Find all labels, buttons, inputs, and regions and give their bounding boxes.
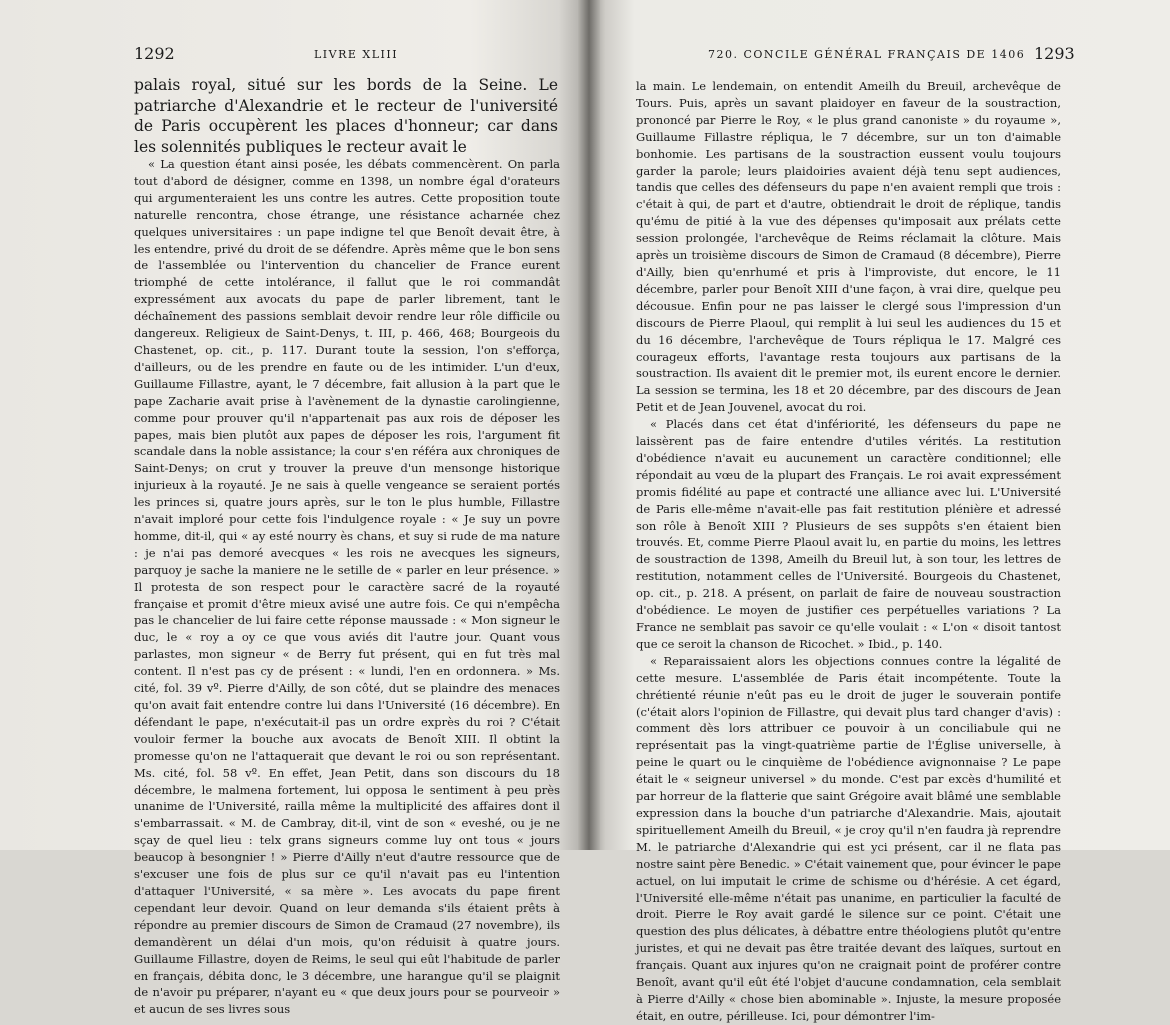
right-paragraph: « Reparaissaient alors les objections connues contre la légalité de cette mesure. L'assemblée de Paris était incompétente. Toute la chrétienté réunie n'eût pas eu le droit de juger le souverain pontife (c'était alors l'opinion de Fillastre, qui devait plus tard changer d'avis) : comment dès lors attribuer ce pouvoir à un conciliabule qui ne représentait pas la vingt-quatrième partie de l'Église universelle, à peine le quart ou le cinquième de l'obédience avignonnaise ? Le pape était le « seigneur universel » du monde. C'est par excès d'humilité et par horreur de la flatterie que saint Grégoire avait blâmé une semblable expression dans la bouche d'un patriarche d'Alexandrie. Mais, ajoutait spirituellement Ameilh du Breuil, « je croy qu'il n'en faudra jà reprendre M. le patriarche d'Alexandrie qui est yci présent, car il ne flata pas nostre saint père Benedic. » C'était vainement que, pour évincer le pape actuel, on lui imputait le crime de schisme ou d'hérésie. A cet égard, l'Université elle-même n'était pas unanime, en particulier la faculté de droit. Pierre le Roy avait gardé le silence sur ce point. C'était une question des plus délicates, à débattre entre théologiens plutôt qu'entre juristes, et qui ne devait pas être traitée devant des laïques, surtout en français. Quant aux injures qu'on ne craignait point de proférer contre Benoît, avant qu'il eût été l'objet d'aucune condamnation, cela semblait à Pierre d'Ailly « chose bien abominable ». Injuste, la mesure proposée était, en outre, périlleuse. Ici, pour démontrer l'im- (636, 653, 1061, 1023)
book-gutter (578, 0, 600, 850)
right-paragraph: « Placés dans cet état d'infériorité, les défenseurs du pape ne laissèrent pas de faire entendre d'utiles vérités. La restitution d'obédience n'avait eu aucunement un caractère conditionnel; elle répondait au vœu de la plupart des Français. Le roi avait expressément promis fidélité au pape et contracté une alliance avec lui. L'Université de Paris elle-même n'avait-elle pas fait restitution plénière et adressé son rôle à Benoît XIII ? Plusieurs de ses suppôts s'en étaient bien trouvés. Et, comme Pierre Plaoul avait lu, en partie du moins, les lettres de soustraction de 1398, Ameilh du Breuil lut, à son tour, les lettres de restitution, notamment celles de l'Université. Bourgeois du Chastenet, op. cit., p. 218. A présent, on parlait de faire de nouveau soustraction d'obédience. Le moyen de justifier ces perpétuelles variations ? La France ne semblait pas savoir ce qu'elle voulait : « L'on « disoit tantost que ce seroit la chanson de Ricochet. » Ibid., p. 140. (636, 417, 1061, 651)
left-running-head: LIVRE XLIII (314, 48, 399, 61)
left-intro-text: palais royal, situé sur les bords de la Seine. Le patriarche d'Alexandrie et le recteur de l'université de Paris occupèrent les places d'honneur; car dans les solennités publiques le recteur avait le (134, 76, 558, 156)
right-running-head: 720. CONCILE GÉNÉRAL FRANÇAIS DE 1406 (708, 48, 1026, 61)
left-page (0, 0, 588, 1017)
left-footnote-body (134, 156, 560, 1018)
right-paragraph: la main. Le lendemain, on entendit Ameilh du Breuil, archevêque de Tours. Puis, après un savant plaidoyer en faveur de la soustraction, prononcé par Pierre le Roy, « le plus grand canoniste » du royaume », Guillaume Fillastre répliqua, le 7 décembre, sur un ton d'aimable bonhomie. Les partisans de la soustraction eussent voulu toujours garder la parole; leurs plaidoiries avaient déjà tenu sept audiences, tandis que celles des défenseurs du pape n'en avaient rempli que trois : c'était à qui, de part et d'autre, obtiendrait le droit de réplique, tandis qu'ému de pitié à la vue des dépenses qu'imposait aux prélats cette session prolongée, l'archevêque de Reims réclamait la clôture. Mais après un troisième discours de Simon de Cramaud (8 décembre), Pierre d'Ailly, bien qu'enrhumé et pris à l'improviste, dut encore, le 11 décembre, parler pour Benoît XIII d'une façon, à vrai dire, quelque peu décousue. Enfin pour ne pas laisser le clergé sous l'impression d'un discours de Pierre Plaoul, qui remplit à lui seul les audiences du 15 et du 16 décembre, l'archevêque de Tours répliqua le 17. Malgré ces courageux efforts, l'avantage resta toujours aux partisans de la soustraction. Ils avaient dit le premier mot, ils eurent encore le dernier. La session se termina, les 18 et 20 décembre, par des discours de Jean Petit et de Jean Jouvenel, avocat du roi. (636, 79, 1061, 415)
left-page-number: 1292 (134, 44, 175, 63)
left-paragraph: « La question étant ainsi posée, les débats commencèrent. On parla tout d'abord de désigner, comme en 1398, un nombre égal d'orateurs qui argumenteraient les uns contre les autres. Cette proposition toute naturelle rencontra, chose étrange, une résistance acharnée chez quelques universitaires : un pape indigne tel que Benoît devait être, à les entendre, privé du droit de se défendre. Après même que le bon sens de l'assemblée ou l'intervention du chancelier de France eurent triomphé de cette intolérance, il fallut que le roi commandât expressément aux avocats du pape de parler librement, tant le déchaînement des passions semblait devoir rendre leur rôle difficile ou dangereux. Religieux de Saint-Denys, t. III, p. 466, 468; Bourgeois du Chastenet, op. cit., p. 117. Durant toute la session, l'on s'efforça, d'ailleurs, ou de les prendre en faute ou de les intimider. L'un d'eux, Guillaume Fillastre, ayant, le 7 décembre, fait allusion à la part que le pape Zacharie avait prise à l'avènement de la dynastie carolingienne, comme pour prouver qu'il n'appartenait pas aux rois de déposer les papes, mais bien plutôt aux papes de déposer les rois, l'argument fit scandale dans la noble assistance; la cour s'en référa aux chroniques de Saint-Denys; on crut y trouver la preuve d'un mensonge historique injurieux à la royauté. Je ne sais à quelle vengeance se seraient portés les princes si, quatre jours après, sur le ton le plus humble, Fillastre n'avait imploré pour cette fois l'indulgence royale : « Je suy un povre homme, dit-il, qui « ay esté nourry ès chans, et suy si rude de ma nature : je n'ai pas demoré avecques « les rois ne avecques les signeurs, parquoy je sache la maniere ne le setille de « parler en leur présence. » Il protesta de son respect pour le caractère sacré de la royauté française et promit d'être mieux avisé une autre fois. Ce qui n'empêcha pas le chancelier de lui faire cette réponse maussade : « Mon signeur le duc, le « roy a oy ce que vous aviés dit l'autre jour. Quant vous parlastes, mon signeur « de Berry fut présent, qui en fut très mal content. Il n'est pas cy de présent : « lundi, l'en en ordonnera. » Ms. cité, fol. 39 vº. Pierre d'Ailly, de son côté, dut se plaindre des menaces qu'on avait fait entendre contre lui dans l'Université (16 décembre). En défendant le pape, n'exécutait-il pas un ordre exprès du roi ? C'était vouloir fermer la bouche aux avocats de Benoît XIII. Il obtint la promesse qu'on ne l'attaquerait que devant le roi ou son représentant. Ms. cité, fol. 58 vº. En effet, Jean Petit, dans son discours du 18 décembre, le malmena fortement, lui opposa le sentiment à peu près unanime de l'Université, railla même la multiplicité des affaires dont il s'embarrassait. « M. de Cambray, dit-il, vint de son « eveshé, ou je ne sçay de quel lieu : telx grans signeurs comme luy ont tous « jours beaucop à besongnier ! » Pierre d'Ailly n'eut d'autre ressource que de s'excuser une fois de plus sur ce qu'il n'avait pas eu l'intention d'attaquer l'Université, « sa mère ». Les avocats du pape firent cependant leur devoir. Quand on leur demanda s'ils étaient prêts à répondre au premier discours de Simon de Cramaud (27 novembre), ils demandèrent un délai d'un mois, qu'on réduisit à quatre jours. Guillaume Fillastre, doyen de Reims, le seul qui eût l'habitude de parler en français, débita donc, le 3 décembre, une harangue qu'il se plaignit de n'avoir pu préparer, n'ayant eu « que deux jours pour se pourveoir » et aucun de ses livres sous (134, 157, 560, 1017)
right-footnote-body (636, 78, 1061, 1025)
right-page-number: 1293 (1034, 44, 1075, 63)
